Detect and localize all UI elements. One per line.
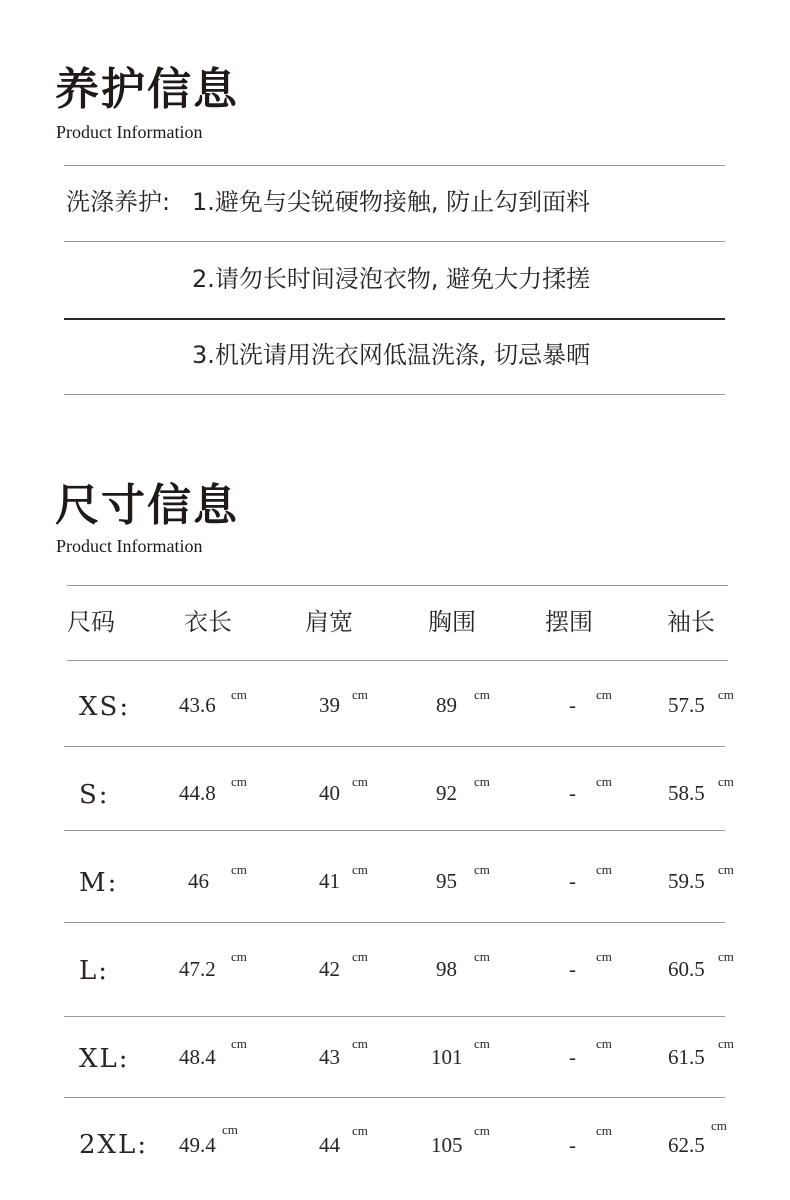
unit-label: cm (474, 687, 490, 702)
unit-label: cm (474, 774, 490, 789)
unit-label: cm (596, 687, 612, 702)
unit-label: cm (474, 949, 490, 964)
row-size-label: XS: (79, 692, 131, 722)
divider (64, 165, 725, 166)
cell-value: 47.2 (179, 957, 216, 981)
unit-label: cm (352, 949, 368, 964)
cell-value: 40 (319, 781, 340, 805)
unit-label: cm (352, 687, 368, 702)
cell-value: 62.5 (668, 1133, 705, 1157)
unit-label: cm (352, 774, 368, 789)
cell-value: 98 (436, 957, 457, 981)
unit-label: cm (352, 1123, 368, 1138)
care-line-2: 2.请勿长时间浸泡衣物, 避免大力揉搓 (192, 265, 591, 293)
unit-label: cm (222, 1122, 238, 1137)
care-line-3: 3.机洗请用洗衣网低温洗涤, 切忌暴晒 (192, 341, 591, 369)
care-label: 洗涤养护: (66, 188, 171, 216)
header-sleeve: 袖长 (667, 608, 715, 636)
cell-value: - (569, 693, 576, 717)
cell-value: - (569, 1045, 576, 1069)
unit-label: cm (596, 862, 612, 877)
divider (64, 830, 725, 831)
divider (64, 1097, 725, 1098)
row-size-label: 2XL: (79, 1130, 149, 1160)
unit-label: cm (718, 862, 734, 877)
unit-label: cm (231, 949, 247, 964)
care-line-1: 1.避免与尖锐硬物接触, 防止勾到面料 (192, 188, 591, 216)
header-chest: 胸围 (428, 608, 476, 636)
header-shoulder: 肩宽 (305, 608, 353, 636)
unit-label: cm (596, 949, 612, 964)
cell-value: - (569, 781, 576, 805)
unit-label: cm (474, 1036, 490, 1051)
unit-label: cm (596, 774, 612, 789)
unit-label: cm (231, 1036, 247, 1051)
cell-value: 89 (436, 693, 457, 717)
unit-label: cm (231, 687, 247, 702)
care-title: 养护信息 (55, 64, 239, 115)
unit-label: cm (596, 1123, 612, 1138)
row-size-label: L: (79, 956, 110, 986)
cell-value: 39 (319, 693, 340, 717)
cell-value: 42 (319, 957, 340, 981)
cell-value: 58.5 (668, 781, 705, 805)
unit-label: cm (596, 1036, 612, 1051)
unit-label: cm (231, 862, 247, 877)
cell-value: 95 (436, 869, 457, 893)
size-subtitle: Product Information (56, 536, 203, 556)
unit-label: cm (474, 862, 490, 877)
cell-value: 48.4 (179, 1045, 216, 1069)
unit-label: cm (718, 949, 734, 964)
unit-label: cm (231, 774, 247, 789)
unit-label: cm (718, 1036, 734, 1051)
header-size: 尺码 (67, 608, 115, 636)
cell-value: - (569, 957, 576, 981)
divider (67, 660, 728, 661)
cell-value: 92 (436, 781, 457, 805)
divider (64, 1016, 725, 1017)
unit-label: cm (352, 1036, 368, 1051)
cell-value: - (569, 1133, 576, 1157)
cell-value: 57.5 (668, 693, 705, 717)
cell-value: 105 (431, 1133, 463, 1157)
divider (64, 241, 725, 242)
care-subtitle: Product Information (56, 122, 203, 142)
unit-label: cm (711, 1118, 727, 1133)
cell-value: 49.4 (179, 1133, 216, 1157)
unit-label: cm (352, 862, 368, 877)
divider (64, 922, 725, 923)
row-size-label: S: (79, 780, 110, 810)
unit-label: cm (718, 687, 734, 702)
size-title: 尺寸信息 (55, 480, 239, 531)
divider (64, 318, 725, 320)
cell-value: 43.6 (179, 693, 216, 717)
row-size-label: M: (79, 868, 119, 898)
divider (64, 394, 725, 395)
cell-value: 61.5 (668, 1045, 705, 1069)
cell-value: 44 (319, 1133, 340, 1157)
header-length: 衣长 (184, 608, 232, 636)
divider (64, 746, 725, 747)
cell-value: 59.5 (668, 869, 705, 893)
cell-value: 101 (431, 1045, 463, 1069)
divider (67, 585, 728, 586)
unit-label: cm (474, 1123, 490, 1138)
unit-label: cm (718, 774, 734, 789)
cell-value: 41 (319, 869, 340, 893)
row-size-label: XL: (79, 1044, 130, 1074)
header-hem: 摆围 (545, 608, 593, 636)
cell-value: - (569, 869, 576, 893)
cell-value: 44.8 (179, 781, 216, 805)
cell-value: 60.5 (668, 957, 705, 981)
cell-value: 43 (319, 1045, 340, 1069)
cell-value: 46 (188, 869, 209, 893)
